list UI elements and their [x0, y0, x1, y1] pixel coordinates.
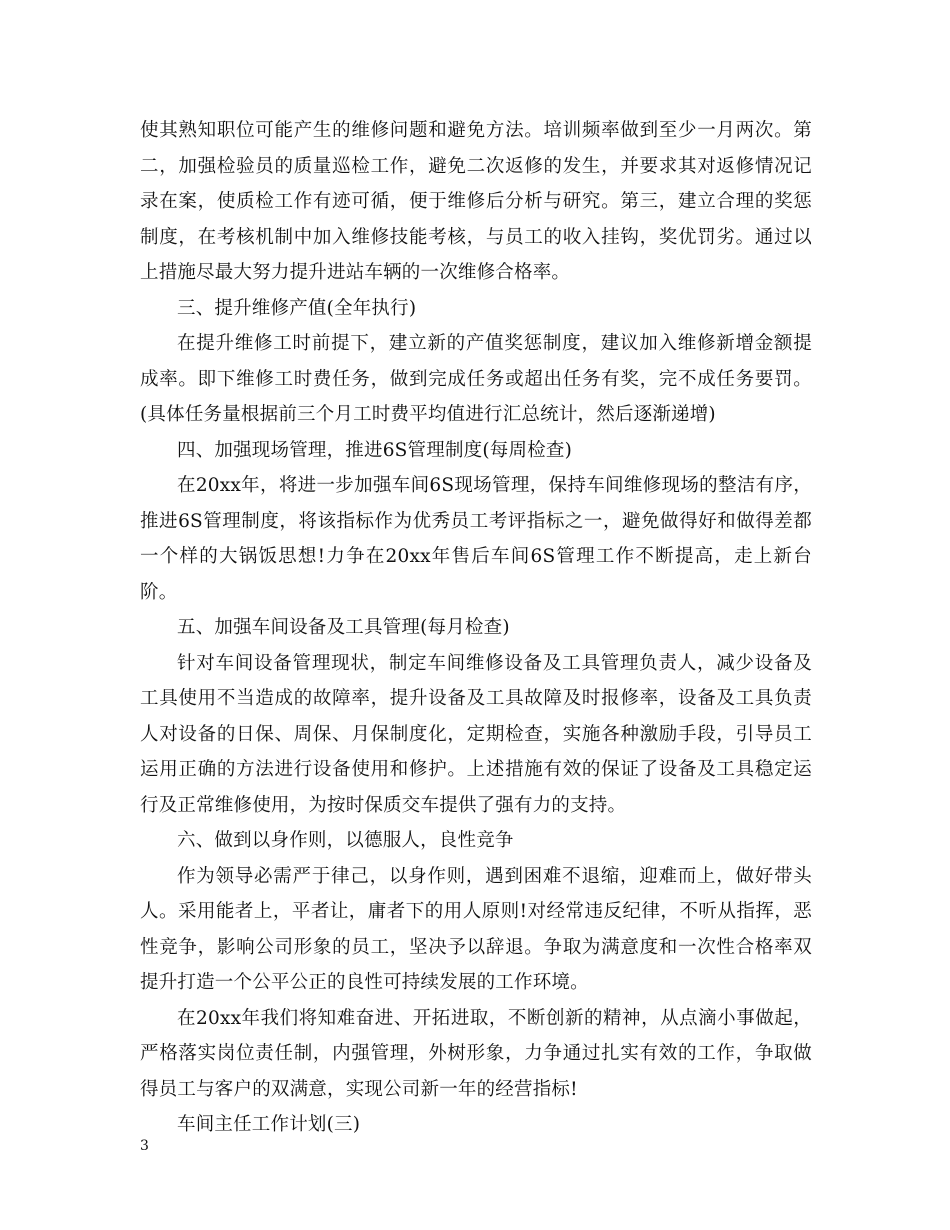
heading-section-five: 五、加强车间设备及工具管理(每月检查): [177, 617, 510, 638]
paragraph-equipment-management: 针对车间设备管理现状，制定车间维修设备及工具管理负责人，减少设备及工具使用不当造成的故障率，提升设备及工具故障及时报修率，设备及工具负责人对设备的日保、周保、月保制度化，定期检查，实施各种激励手段，引导员工运用正确的方法进行设备使用和修护。上述措施有效的保证了设备及工具稳定运行及正常维修使用，为按时保质交车提供了强有力的支持。: [140, 652, 812, 816]
heading-section-four: 四、加强现场管理，推进6S管理制度(每周检查): [177, 439, 572, 461]
paragraph-6s-management: 在20xx年，将进一步加强车间6S现场管理，保持车间维修现场的整洁有序，推进6S管理制度，将该指标作为优秀员工考评指标之一，避免做得好和做得差都一个样的大锅饭思想!力争在20xx年售后车间6S管理工作不断提高，走上新台阶。: [140, 475, 812, 603]
paragraph-output-value: 在提升维修工时前提下，建立新的产值奖惩制度，建议加入维修新增金额提成率。即下维修工时费任务，做到完成任务或超出任务有奖，完不成任务要罚。(具体任务量根据前三个月工时费平均值进行汇总统计，然后逐渐递增): [140, 333, 812, 425]
paragraph-leadership: 作为领导必需严于律己，以身作则，遇到困难不退缩，迎难而上，做好带头人。采用能者上，平者让，庸者下的用人原则!对经常违反纪律，不听从指挥，恶性竞争，影响公司形象的员工，坚决予以辞退。争取为满意度和一次性合格率双提升打造一个公平公正的良性可持续发展的工作环境。: [140, 865, 812, 993]
heading-section-six: 六、做到以身作则，以德服人，良性竞争: [177, 830, 514, 851]
document-body: [140, 113, 812, 1143]
paragraph-continuation: 使其熟知职位可能产生的维修问题和避免方法。培训频率做到至少一月两次。第二，加强检验员的质量巡检工作，避免二次返修的发生，并要求其对返修情况记录在案，使质检工作有迹可循，便于维修后分析与研究。第三，建立合理的奖惩制度，在考核机制中加入维修技能考核，与员工的收入挂钩，奖优罚劣。通过以上措施尽最大努力提升进站车辆的一次维修合格率。: [140, 120, 812, 283]
paragraph-conclusion: 在20xx年我们将知难奋进、开拓进取，不断创新的精神，从点滴小事做起，严格落实岗位责任制，内强管理，外树形象，力争通过扎实有效的工作，争取做得员工与客户的双满意，实现公司新一年的经营指标!: [140, 1007, 812, 1100]
page-number: 3: [140, 1138, 149, 1154]
heading-section-three: 三、提升维修产值(全年执行): [177, 297, 417, 319]
heading-work-plan-three: 车间主任工作计划(三): [177, 1114, 361, 1135]
